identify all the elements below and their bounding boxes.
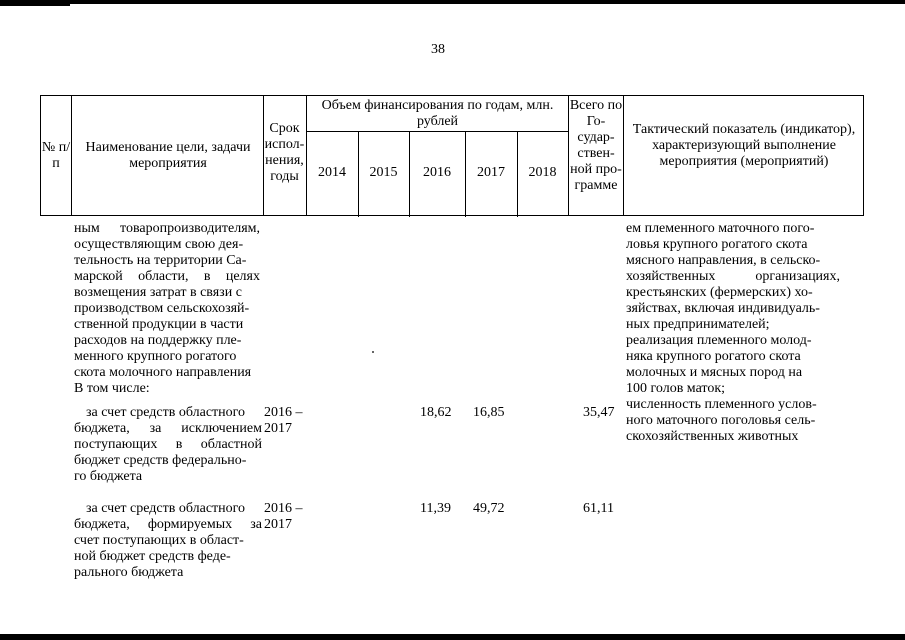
text-line: молочных и мясных пород на	[626, 365, 803, 380]
text-line: няка крупного рогатого скота	[626, 349, 801, 364]
text-line: бюджет средств федерально-	[74, 453, 247, 468]
text-line: счет поступающих в област-	[74, 533, 244, 548]
table-row-2-total: 61,11	[583, 501, 614, 516]
text-line: производством сельскохозяй-	[74, 301, 250, 316]
text-line: за счет средств областного	[86, 501, 246, 516]
text-line: зяйствах, включая индивидуаль-	[626, 301, 820, 316]
text-line: ного маточного поголовья сель-	[626, 413, 816, 428]
table-row-2-2017: 49,72	[473, 501, 505, 516]
text-line: численность племенного услов-	[626, 397, 817, 412]
text-line: за счет средств областного	[86, 405, 246, 420]
text-line: тельность на территории Са-	[74, 253, 247, 268]
text-line: 2017	[264, 517, 292, 532]
col-divider	[71, 96, 72, 215]
text-line: возмещения затрат в связи с	[74, 285, 242, 300]
text-line: бюджета, формируемых за	[74, 517, 262, 532]
header-name: Наименование цели, задачи мероприятия	[85, 140, 251, 171]
table-header	[40, 95, 864, 216]
header-indicator: Тактический показатель (индикатор), характеризующий выполнение мероприятия (мероприятий)	[632, 122, 856, 169]
text-line: мясного направления, в сельско-	[626, 253, 821, 268]
scan-speck	[372, 351, 374, 353]
header-funding: Объем финансирования по годам, млн. рублей	[321, 98, 554, 129]
text-line: 2017	[264, 421, 292, 436]
text-line: марской области, в целях	[74, 269, 260, 284]
table-row-2-term	[264, 501, 303, 533]
funding-divider	[306, 131, 568, 132]
header-year-2014: 2014	[318, 165, 346, 180]
table-row-1-total: 35,47	[583, 405, 615, 420]
header-total: Всего по Го- судар- ствен- ной про- грамме	[569, 98, 623, 193]
col-divider	[623, 96, 624, 215]
text-line: поступающих в областной	[74, 437, 262, 452]
text-line: 2016 –	[264, 501, 303, 516]
table-row-1-name	[74, 405, 262, 485]
text-line: ловья крупного рогатого скота	[626, 237, 808, 252]
text-line: ственной продукции в части	[74, 317, 244, 332]
text-line: хозяйственных организациях,	[626, 269, 840, 284]
text-line: бюджета, за исключением	[74, 421, 262, 436]
text-line: менного крупного рогатого	[74, 349, 237, 364]
table-row-1-term	[264, 405, 303, 437]
header-year-2016: 2016	[423, 165, 451, 180]
header-year-2018: 2018	[528, 165, 557, 180]
table-row-1-2016: 18,62	[420, 405, 452, 420]
bottom-scan-border	[0, 634, 905, 640]
text-line: го бюджета	[74, 469, 143, 484]
text-line: скохозяйственных животных	[626, 429, 799, 444]
text-line: ем племенного маточного пого-	[626, 221, 815, 236]
text-line: скота молочного направления	[74, 365, 252, 380]
top-scan-border	[0, 0, 905, 4]
page-number: 38	[431, 42, 445, 57]
table-row-2-name	[74, 501, 262, 581]
text-line: расходов на поддержку пле-	[74, 333, 242, 348]
header-num: № п/п	[41, 140, 71, 171]
indicator-description	[626, 221, 840, 445]
text-line: В том числе:	[74, 381, 150, 396]
text-line: реализация племенного молод-	[626, 333, 812, 348]
text-line: 100 голов маток;	[626, 381, 726, 396]
text-line: 2016 –	[264, 405, 303, 420]
text-line: рального бюджета	[74, 565, 184, 580]
table-row-1-2017: 16,85	[473, 405, 505, 420]
header-year-2017: 2017	[477, 165, 505, 180]
table-row-2-2016: 11,39	[420, 501, 451, 516]
text-line: ных предпринимателей;	[626, 317, 770, 332]
header-year-2015: 2015	[369, 165, 398, 180]
text-line: ным товаропроизводителям,	[74, 221, 260, 236]
text-line: осуществляющим свою дея-	[74, 237, 244, 252]
top-scan-border-mark	[0, 4, 70, 6]
text-line: ной бюджет средств феде-	[74, 549, 231, 564]
header-term: Срок испол- нения, годы	[264, 121, 305, 184]
text-line: крестьянских (фермерских) хо-	[626, 285, 813, 300]
measure-description	[74, 221, 260, 397]
